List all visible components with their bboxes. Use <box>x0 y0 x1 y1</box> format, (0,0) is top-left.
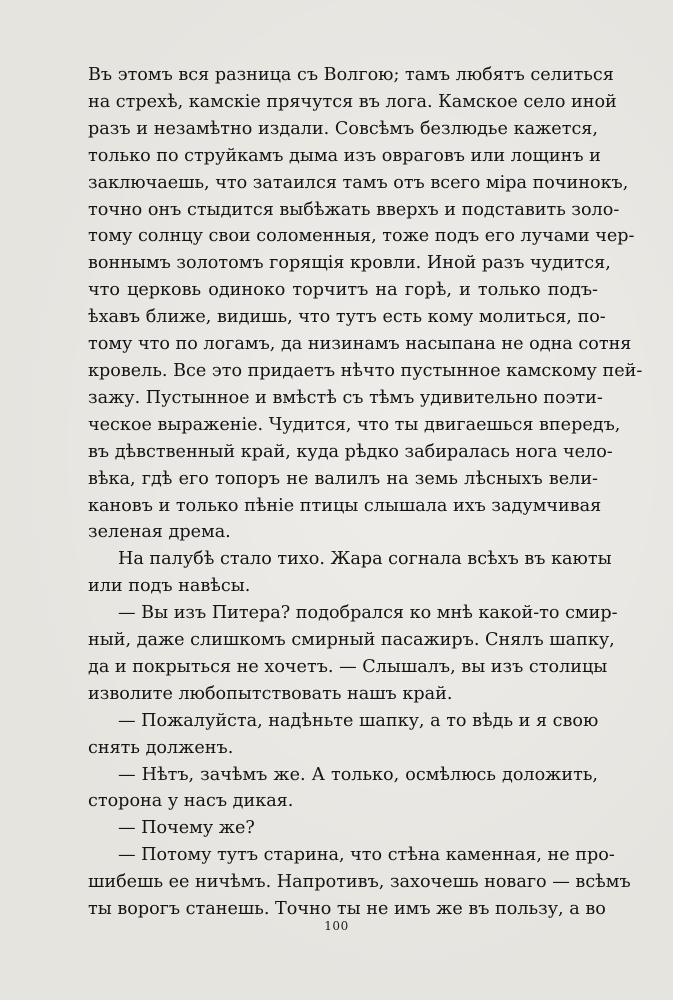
text-line: въ дѣвственный край, куда рѣдко забиралась нога чело- <box>88 441 613 462</box>
text-line: снять долженъ. <box>88 737 234 758</box>
text-line: шибешь ее ничѣмъ. Напротивъ, захочешь новаго — всѣмъ <box>88 872 631 893</box>
text-line: ческое выраженiе. Чудится, что ты двигаешься впередъ, <box>88 414 621 435</box>
text-line: только по струйкамъ дыма изъ овраговъ или лощинъ и <box>88 145 601 166</box>
text-line: тому что по логамъ, да низинамъ насыпана не одна сотня <box>88 334 632 355</box>
text-line: изволите любопытствовать нашъ край. <box>88 683 453 704</box>
text-line: кановъ и только пѣнiе птицы слышала ихъ задумчивая <box>88 495 602 516</box>
text-line: сторона у насъ дикая. <box>88 791 294 812</box>
text-line: ты ворогъ станешь. Точно ты не имъ же въ пользу, а во <box>88 899 606 920</box>
text-line: зеленая дрема. <box>88 522 231 543</box>
text-line: разъ и незамѣтно издали. Совсѣмъ безлюдье кажется, <box>88 118 598 139</box>
text-line: тому солнцу свои соломенныя, тоже подъ его лучами чер- <box>88 226 635 247</box>
text-line: — Вы изъ Питера? подобрался ко мнѣ какой-то смир- <box>118 603 618 624</box>
text-line: заключаешь, что затаился тамъ отъ всего мiра починокъ, <box>88 172 629 193</box>
text-line: — Почему же? <box>118 818 255 839</box>
text-line: На палубѣ стало тихо. Жара согнала всѣхъ въ каюты <box>118 549 612 570</box>
text-line: — Пожалуйста, надѣньте шапку, а то вѣдь и я свою <box>118 710 599 731</box>
text-line: ѣхавъ ближе, видишь, что тутъ есть кому молиться, по- <box>88 307 606 328</box>
body-text <box>88 62 643 923</box>
text-line: воннымъ золотомъ горящiя кровли. Иной разъ чудится, <box>88 253 611 274</box>
text-line: да и покрыться не хочетъ. — Слышалъ, вы изъ столицы <box>88 656 608 677</box>
text-line: точно онъ стыдится выбѣжать вверхъ и подставить золо- <box>88 199 620 220</box>
text-line: на стрехѣ, камскiе прячутся въ лога. Камское село иной <box>88 91 617 112</box>
text-line: ный, даже слишкомъ смирный пасажиръ. Снялъ шапку, <box>88 630 615 651</box>
text-line: зажу. Пустынное и вмѣстѣ съ тѣмъ удивительно поэти- <box>88 387 603 408</box>
text-line: Въ этомъ вся разница съ Волгою; тамъ любятъ селиться <box>88 65 614 85</box>
text-line: или подъ навѣсы. <box>88 576 251 597</box>
text-line: — Потому тутъ старина, что стѣна каменная, не про- <box>118 845 615 866</box>
text-line: что церковь одиноко торчитъ на горѣ, и только подъ- <box>88 280 598 301</box>
page-number: 100 <box>324 919 349 933</box>
text-line: кровель. Все это придаетъ нѣчто пустынное камскому пей- <box>88 360 643 381</box>
text-line: вѣка, гдѣ его топоръ не валилъ на земь лѣсныхъ вели- <box>88 468 598 489</box>
text-line: — Нѣтъ, зачѣмъ же. А только, осмѣлюсь доложить, <box>118 764 598 785</box>
